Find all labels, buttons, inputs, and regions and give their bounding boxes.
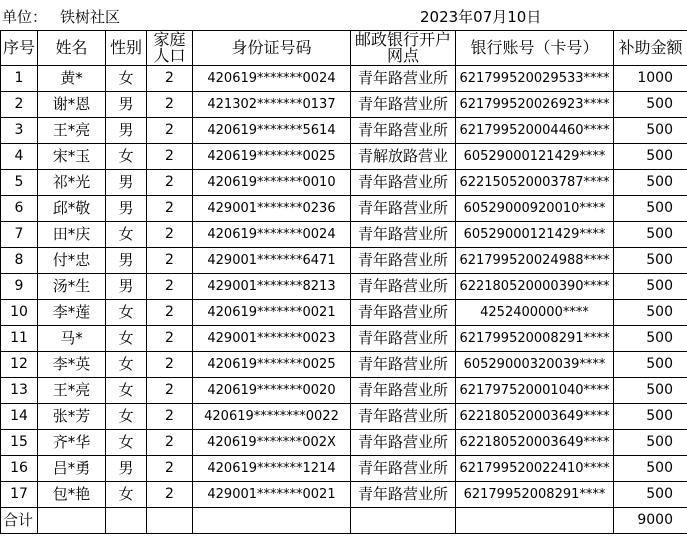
row-account-cell: 622180520003649**** bbox=[456, 404, 614, 430]
row-amount-cell: 1000 bbox=[614, 66, 687, 92]
row-amount-cell: 500 bbox=[614, 430, 687, 456]
table-row bbox=[1, 378, 687, 404]
row-bank-cell: 青解放路营业 bbox=[351, 144, 456, 170]
row-amount-cell: 500 bbox=[614, 456, 687, 482]
row-sex-cell: 女 bbox=[106, 352, 147, 378]
row-name-cell: 谢*恩 bbox=[38, 92, 106, 118]
row-amount-cell: 500 bbox=[614, 170, 687, 196]
row-name-cell: 张*芳 bbox=[38, 404, 106, 430]
row-account-cell: 622180520003649**** bbox=[456, 430, 614, 456]
row-sex-cell: 男 bbox=[106, 456, 147, 482]
row-id-cell: 420619*******0021 bbox=[193, 300, 351, 326]
table-row bbox=[1, 326, 687, 352]
row-account-cell: 621799520029533**** bbox=[456, 66, 614, 92]
table-row bbox=[1, 92, 687, 118]
row-family-cell: 2 bbox=[147, 222, 193, 248]
row-bank-cell: 青年路营业所 bbox=[351, 456, 456, 482]
col-family: 家庭人口 bbox=[147, 31, 193, 66]
row-bank-cell: 青年路营业所 bbox=[351, 274, 456, 300]
row-amount-cell: 500 bbox=[614, 196, 687, 222]
row-sex-cell: 男 bbox=[106, 92, 147, 118]
row-amount-cell: 500 bbox=[614, 482, 687, 508]
row-name-cell: 付*忠 bbox=[38, 248, 106, 274]
row-seq-cell: 2 bbox=[1, 92, 38, 118]
total-empty-cell bbox=[351, 508, 456, 534]
row-name-cell: 王*亮 bbox=[38, 118, 106, 144]
row-seq-cell: 14 bbox=[1, 404, 38, 430]
row-family-cell: 2 bbox=[147, 352, 193, 378]
row-name-cell: 汤*生 bbox=[38, 274, 106, 300]
row-seq-cell: 6 bbox=[1, 196, 38, 222]
row-family-cell: 2 bbox=[147, 404, 193, 430]
row-id-cell: 420619*******5614 bbox=[193, 118, 351, 144]
row-account-cell: 621799520022410**** bbox=[456, 456, 614, 482]
row-seq-cell: 13 bbox=[1, 378, 38, 404]
col-amount: 补助金额 bbox=[614, 31, 687, 66]
row-family-cell: 2 bbox=[147, 274, 193, 300]
col-bank: 邮政银行开户网点 bbox=[351, 31, 456, 66]
total-empty-cell bbox=[456, 508, 614, 534]
table-row bbox=[1, 300, 687, 326]
row-family-cell: 2 bbox=[147, 118, 193, 144]
row-amount-cell: 500 bbox=[614, 248, 687, 274]
row-account-cell: 60529000121429**** bbox=[456, 144, 614, 170]
row-sex-cell: 女 bbox=[106, 404, 147, 430]
row-amount-cell: 500 bbox=[614, 404, 687, 430]
row-account-cell: 62179952008291**** bbox=[456, 482, 614, 508]
row-family-cell: 2 bbox=[147, 144, 193, 170]
row-bank-cell: 青年路营业所 bbox=[351, 378, 456, 404]
row-sex-cell: 女 bbox=[106, 300, 147, 326]
row-name-cell: 黄* bbox=[38, 66, 106, 92]
row-name-cell: 马* bbox=[38, 326, 106, 352]
row-id-cell: 429001*******0021 bbox=[193, 482, 351, 508]
table-row bbox=[1, 482, 687, 508]
row-account-cell: 4252400000**** bbox=[456, 300, 614, 326]
row-id-cell: 429001*******6471 bbox=[193, 248, 351, 274]
row-sex-cell: 女 bbox=[106, 378, 147, 404]
table-row bbox=[1, 170, 687, 196]
row-account-cell: 621799520026923**** bbox=[456, 92, 614, 118]
unit-label: 单位： bbox=[2, 8, 48, 26]
row-name-cell: 田*庆 bbox=[38, 222, 106, 248]
table-row bbox=[1, 118, 687, 144]
table-row bbox=[1, 352, 687, 378]
row-id-cell: 420619*******0010 bbox=[193, 170, 351, 196]
row-sex-cell: 男 bbox=[106, 274, 147, 300]
row-seq-cell: 8 bbox=[1, 248, 38, 274]
row-id-cell: 420619*******002X bbox=[193, 430, 351, 456]
row-account-cell: 60529000920010**** bbox=[456, 196, 614, 222]
row-sex-cell: 女 bbox=[106, 326, 147, 352]
row-seq-cell: 12 bbox=[1, 352, 38, 378]
row-bank-cell: 青年路营业所 bbox=[351, 352, 456, 378]
row-name-cell: 包*艳 bbox=[38, 482, 106, 508]
row-sex-cell: 女 bbox=[106, 144, 147, 170]
row-family-cell: 2 bbox=[147, 248, 193, 274]
row-sex-cell: 男 bbox=[106, 196, 147, 222]
row-amount-cell: 500 bbox=[614, 326, 687, 352]
row-bank-cell: 青年路营业所 bbox=[351, 482, 456, 508]
row-bank-cell: 青年路营业所 bbox=[351, 66, 456, 92]
row-id-cell: 420619*******0024 bbox=[193, 222, 351, 248]
row-family-cell: 2 bbox=[147, 430, 193, 456]
row-family-cell: 2 bbox=[147, 196, 193, 222]
row-account-cell: 60529000320039**** bbox=[456, 352, 614, 378]
row-seq-cell: 3 bbox=[1, 118, 38, 144]
col-name: 姓名 bbox=[38, 31, 106, 66]
header-row bbox=[1, 31, 687, 66]
row-account-cell: 621799520008291**** bbox=[456, 326, 614, 352]
row-name-cell: 齐*华 bbox=[38, 430, 106, 456]
row-account-cell: 60529000121429**** bbox=[456, 222, 614, 248]
total-row bbox=[1, 508, 687, 534]
report-date: 2023年07月10日 bbox=[420, 8, 542, 26]
row-seq-cell: 11 bbox=[1, 326, 38, 352]
row-amount-cell: 500 bbox=[614, 144, 687, 170]
table-row bbox=[1, 430, 687, 456]
row-id-cell: 420619*******0025 bbox=[193, 144, 351, 170]
row-bank-cell: 青年路营业所 bbox=[351, 300, 456, 326]
row-amount-cell: 500 bbox=[614, 352, 687, 378]
row-family-cell: 2 bbox=[147, 482, 193, 508]
row-sex-cell: 男 bbox=[106, 248, 147, 274]
row-family-cell: 2 bbox=[147, 170, 193, 196]
row-family-cell: 2 bbox=[147, 66, 193, 92]
row-name-cell: 王*亮 bbox=[38, 378, 106, 404]
row-name-cell: 祁*光 bbox=[38, 170, 106, 196]
row-family-cell: 2 bbox=[147, 378, 193, 404]
row-seq-cell: 16 bbox=[1, 456, 38, 482]
row-seq-cell: 7 bbox=[1, 222, 38, 248]
unit-name: 铁树社区 bbox=[60, 8, 121, 26]
row-seq-cell: 5 bbox=[1, 170, 38, 196]
total-empty-cell bbox=[193, 508, 351, 534]
row-account-cell: 622150520003787**** bbox=[456, 170, 614, 196]
total-empty-cell bbox=[38, 508, 106, 534]
row-account-cell: 621799520004460**** bbox=[456, 118, 614, 144]
total-empty-cell bbox=[106, 508, 147, 534]
sheet-header bbox=[0, 0, 687, 30]
row-sex-cell: 男 bbox=[106, 170, 147, 196]
row-name-cell: 李*莲 bbox=[38, 300, 106, 326]
table-row bbox=[1, 144, 687, 170]
row-bank-cell: 青年路营业所 bbox=[351, 92, 456, 118]
row-bank-cell: 青年路营业所 bbox=[351, 222, 456, 248]
row-family-cell: 2 bbox=[147, 326, 193, 352]
row-id-cell: 421302*******0137 bbox=[193, 92, 351, 118]
table-body bbox=[1, 66, 687, 508]
row-account-cell: 621799520024988**** bbox=[456, 248, 614, 274]
subsidy-table bbox=[0, 30, 687, 534]
total-label: 合计 bbox=[1, 508, 38, 534]
row-name-cell: 宋*玉 bbox=[38, 144, 106, 170]
row-sex-cell: 男 bbox=[106, 118, 147, 144]
total-amount: 9000 bbox=[614, 508, 687, 534]
row-account-cell: 622180520000390**** bbox=[456, 274, 614, 300]
row-id-cell: 420619*******0020 bbox=[193, 378, 351, 404]
col-seq: 序号 bbox=[1, 31, 38, 66]
row-id-cell: 420619********0022 bbox=[193, 404, 351, 430]
row-seq-cell: 17 bbox=[1, 482, 38, 508]
row-seq-cell: 1 bbox=[1, 66, 38, 92]
row-family-cell: 2 bbox=[147, 92, 193, 118]
row-id-cell: 429001*******0023 bbox=[193, 326, 351, 352]
table-row bbox=[1, 456, 687, 482]
row-id-cell: 429001*******0236 bbox=[193, 196, 351, 222]
table-row bbox=[1, 66, 687, 92]
row-seq-cell: 15 bbox=[1, 430, 38, 456]
row-family-cell: 2 bbox=[147, 456, 193, 482]
table-row bbox=[1, 248, 687, 274]
row-name-cell: 邱*敬 bbox=[38, 196, 106, 222]
col-account: 银行账号（卡号） bbox=[456, 31, 614, 66]
row-amount-cell: 500 bbox=[614, 118, 687, 144]
row-seq-cell: 9 bbox=[1, 274, 38, 300]
col-id: 身份证号码 bbox=[193, 31, 351, 66]
row-account-cell: 621797520001040**** bbox=[456, 378, 614, 404]
table-row bbox=[1, 404, 687, 430]
row-amount-cell: 500 bbox=[614, 300, 687, 326]
row-id-cell: 420619*******0025 bbox=[193, 352, 351, 378]
table-row bbox=[1, 222, 687, 248]
row-sex-cell: 女 bbox=[106, 66, 147, 92]
row-bank-cell: 青年路营业所 bbox=[351, 326, 456, 352]
col-sex: 性别 bbox=[106, 31, 147, 66]
row-amount-cell: 500 bbox=[614, 274, 687, 300]
row-family-cell: 2 bbox=[147, 300, 193, 326]
row-name-cell: 吕*勇 bbox=[38, 456, 106, 482]
row-bank-cell: 青年路营业所 bbox=[351, 196, 456, 222]
row-id-cell: 429001*******8213 bbox=[193, 274, 351, 300]
row-bank-cell: 青年路营业所 bbox=[351, 118, 456, 144]
row-id-cell: 420619*******1214 bbox=[193, 456, 351, 482]
row-name-cell: 李*英 bbox=[38, 352, 106, 378]
row-amount-cell: 500 bbox=[614, 222, 687, 248]
row-seq-cell: 4 bbox=[1, 144, 38, 170]
row-seq-cell: 10 bbox=[1, 300, 38, 326]
table-row bbox=[1, 274, 687, 300]
row-amount-cell: 500 bbox=[614, 92, 687, 118]
row-id-cell: 420619*******0024 bbox=[193, 66, 351, 92]
total-empty-cell bbox=[147, 508, 193, 534]
row-bank-cell: 青年路营业所 bbox=[351, 430, 456, 456]
row-sex-cell: 女 bbox=[106, 482, 147, 508]
row-bank-cell: 青年路营业所 bbox=[351, 170, 456, 196]
row-bank-cell: 青年路营业所 bbox=[351, 248, 456, 274]
row-amount-cell: 500 bbox=[614, 378, 687, 404]
table-row bbox=[1, 196, 687, 222]
row-bank-cell: 青年路营业所 bbox=[351, 404, 456, 430]
row-sex-cell: 女 bbox=[106, 430, 147, 456]
row-sex-cell: 女 bbox=[106, 222, 147, 248]
